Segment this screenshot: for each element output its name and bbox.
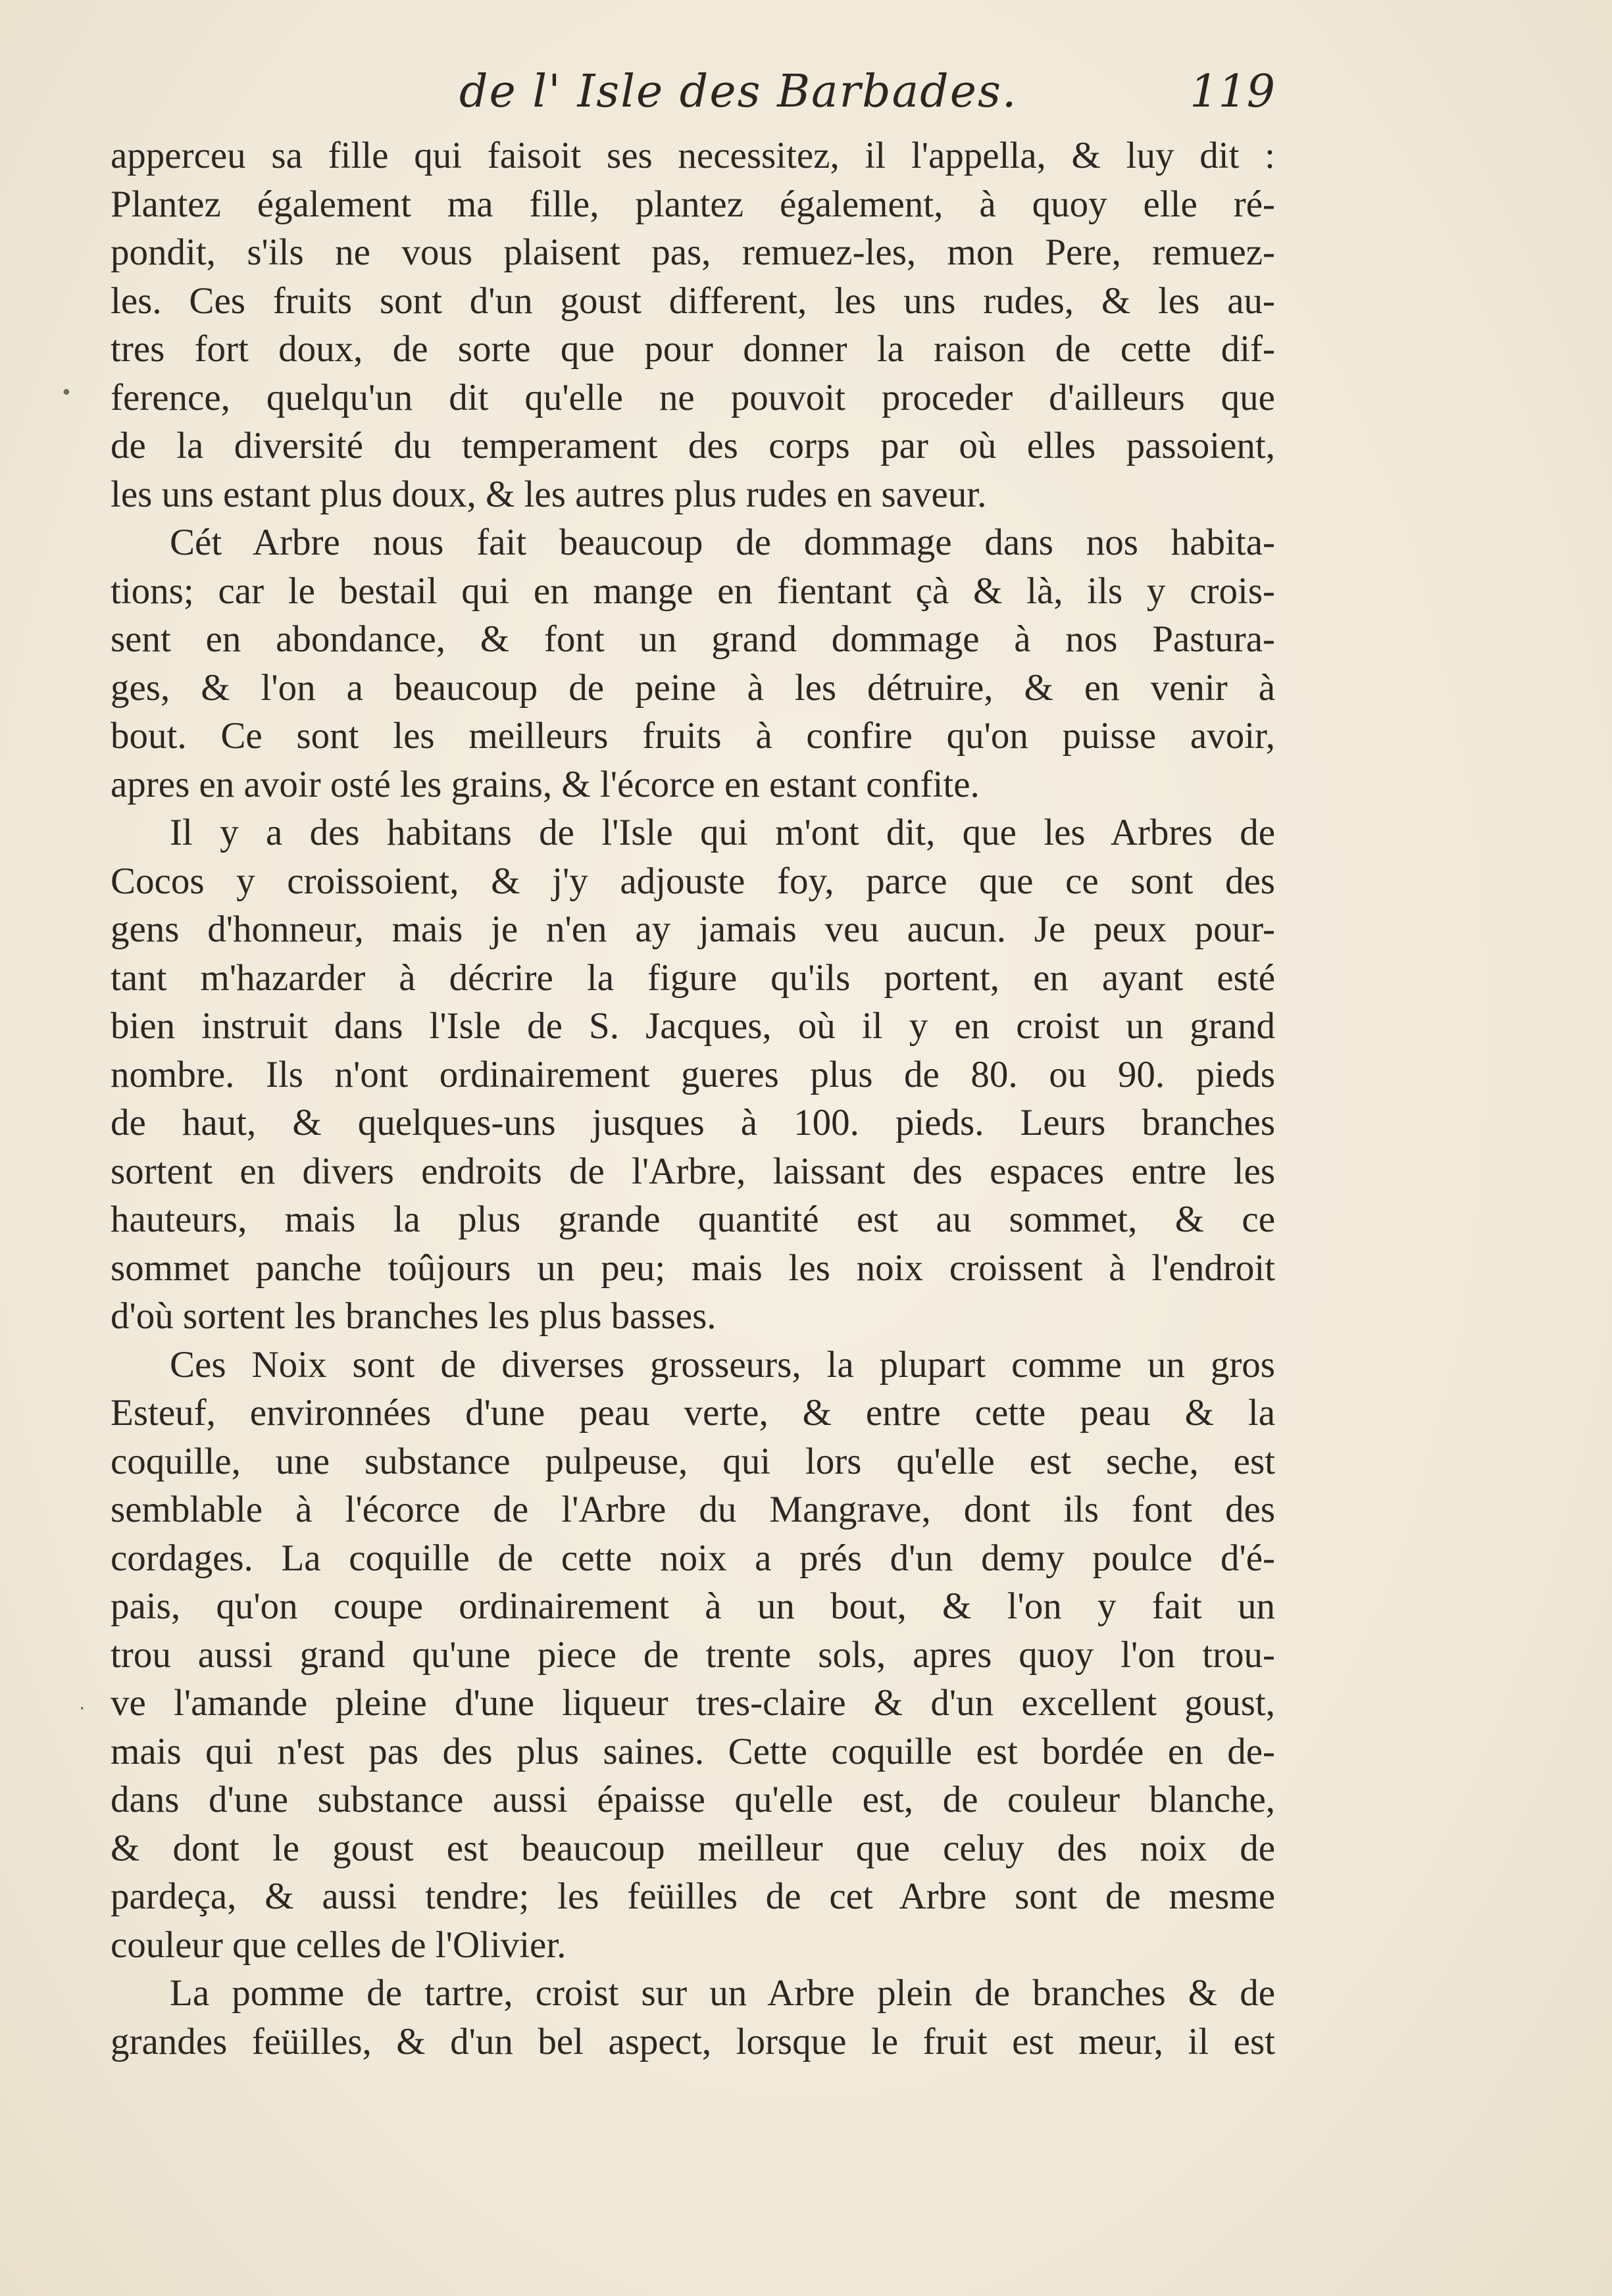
text-line: Cocos y croissoient, & j'y adjouste foy, parce que ce sont des	[111, 860, 1275, 902]
text-line: grandes feüilles, & d'un bel aspect, lorsque le fruit est meur, il est	[111, 2020, 1275, 2062]
text-line: Esteuf, environnées d'une peau verte, & entre cette peau & la	[111, 1392, 1275, 1434]
body-text	[111, 132, 1275, 2066]
text-line: tant m'hazarder à décrire la figure qu'ils portent, en ayant esté	[111, 957, 1275, 999]
text-line: semblable à l'écorce de l'Arbre du Mangrave, dont ils font des	[111, 1489, 1275, 1530]
text-line: ference, quelqu'un dit qu'elle ne pouvoit proceder d'ailleurs que	[111, 376, 1275, 418]
text-line: tres fort doux, de sorte que pour donner la raison de cette dif-	[111, 328, 1275, 370]
text-line: de haut, & quelques-uns jusques à 100. pieds. Leurs branches	[111, 1102, 1275, 1143]
page-number: 119	[1190, 66, 1275, 118]
text-line: & dont le goust est beaucoup meilleur que celuy des noix de	[111, 1827, 1275, 1869]
text-line: les uns estant plus doux, & les autres plus rudes en saveur.	[111, 473, 987, 515]
text-line: cordages. La coquille de cette noix a prés d'un demy poulce d'é-	[111, 1537, 1275, 1579]
text-line: de la diversité du temperament des corps par où elles passoient,	[111, 425, 1275, 466]
text-line: mais qui n'est pas des plus saines. Cette coquille est bordée en de-	[111, 1730, 1275, 1772]
text-line: apperceu sa fille qui faisoit ses necessitez, il l'appella, & luy dit :	[111, 135, 1275, 176]
text-line: hauteurs, mais la plus grande quantité est au sommet, & ce	[111, 1199, 1275, 1240]
text-line: sent en abondance, & font un grand dommage à nos Pastura-	[111, 618, 1275, 660]
text-line: sortent en divers endroits de l'Arbre, laissant des espaces entre les	[111, 1150, 1275, 1192]
running-head: de l' Isle des Barbades.	[459, 66, 1018, 118]
text-line: ges, & l'on a beaucoup de peine à les détruire, & en venir à	[111, 666, 1275, 709]
text-line: couleur que celles de l'Olivier.	[111, 1924, 567, 1966]
text-line: Ces Noix sont de diverses grosseurs, la plupart comme un gros	[170, 1343, 1275, 1385]
text-line: apres en avoir osté les grains, & l'écorce en estant confite.	[111, 763, 980, 805]
paragraph	[111, 1969, 1275, 2066]
paragraph	[111, 1341, 1275, 1970]
text-line: trou aussi grand qu'une piece de trente sols, apres quoy l'on trou-	[111, 1634, 1275, 1676]
text-line: d'où sortent les branches les plus basses.	[111, 1295, 717, 1337]
text-line: Il y a des habitans de l'Isle qui m'ont dit, que les Arbres de	[170, 812, 1275, 853]
text-line: nombre. Ils n'ont ordinairement gueres plus de 80. ou 90. pieds	[111, 1053, 1275, 1095]
text-line: Cét Arbre nous fait beaucoup de dommage dans nos habita-	[170, 522, 1275, 563]
text-line: pardeça, & aussi tendre; les feüilles de cet Arbre sont de mesme	[111, 1876, 1275, 1917]
text-line: dans d'une substance aussi épaisse qu'elle est, de couleur blanche,	[111, 1779, 1275, 1820]
text-line: pondit, s'ils ne vous plaisent pas, remuez-les, mon Pere, remuez-	[111, 232, 1275, 273]
text-line: sommet panche toûjours un peu; mais les noix croissent à l'endroit	[111, 1247, 1275, 1289]
paragraph	[111, 132, 1275, 518]
paragraph	[111, 518, 1275, 809]
text-line: tions; car le bestail qui en mange en fientant çà & là, ils y crois-	[111, 570, 1275, 612]
page-header	[111, 66, 1275, 125]
text-line: bout. Ce sont les meilleurs fruits à confire qu'on puisse avoir,	[111, 715, 1275, 757]
paragraph	[111, 809, 1275, 1341]
text-line: La pomme de tartre, croist sur un Arbre plein de branches & de	[170, 1972, 1275, 2014]
text-line: Plantez également ma fille, plantez également, à quoy elle ré-	[111, 183, 1275, 225]
margin-dot: ·	[79, 1697, 86, 1720]
text-line: bien instruit dans l'Isle de S. Jacques, où il y en croist un grand	[111, 1005, 1275, 1047]
text-line: pais, qu'on coupe ordinairement à un bout, & l'on y fait un	[111, 1585, 1275, 1627]
text-line: coquille, une substance pulpeuse, qui lors qu'elle est seche, est	[111, 1440, 1275, 1482]
text-line: gens d'honneur, mais je n'en ay jamais veu aucun. Je peux pour-	[111, 909, 1275, 950]
text-line: les. Ces fruits sont d'un goust different, les uns rudes, & les au-	[111, 280, 1275, 322]
margin-dot: •	[61, 382, 72, 405]
text-line: ve l'amande pleine d'une liqueur tres-claire & d'un excellent goust,	[111, 1682, 1275, 1724]
